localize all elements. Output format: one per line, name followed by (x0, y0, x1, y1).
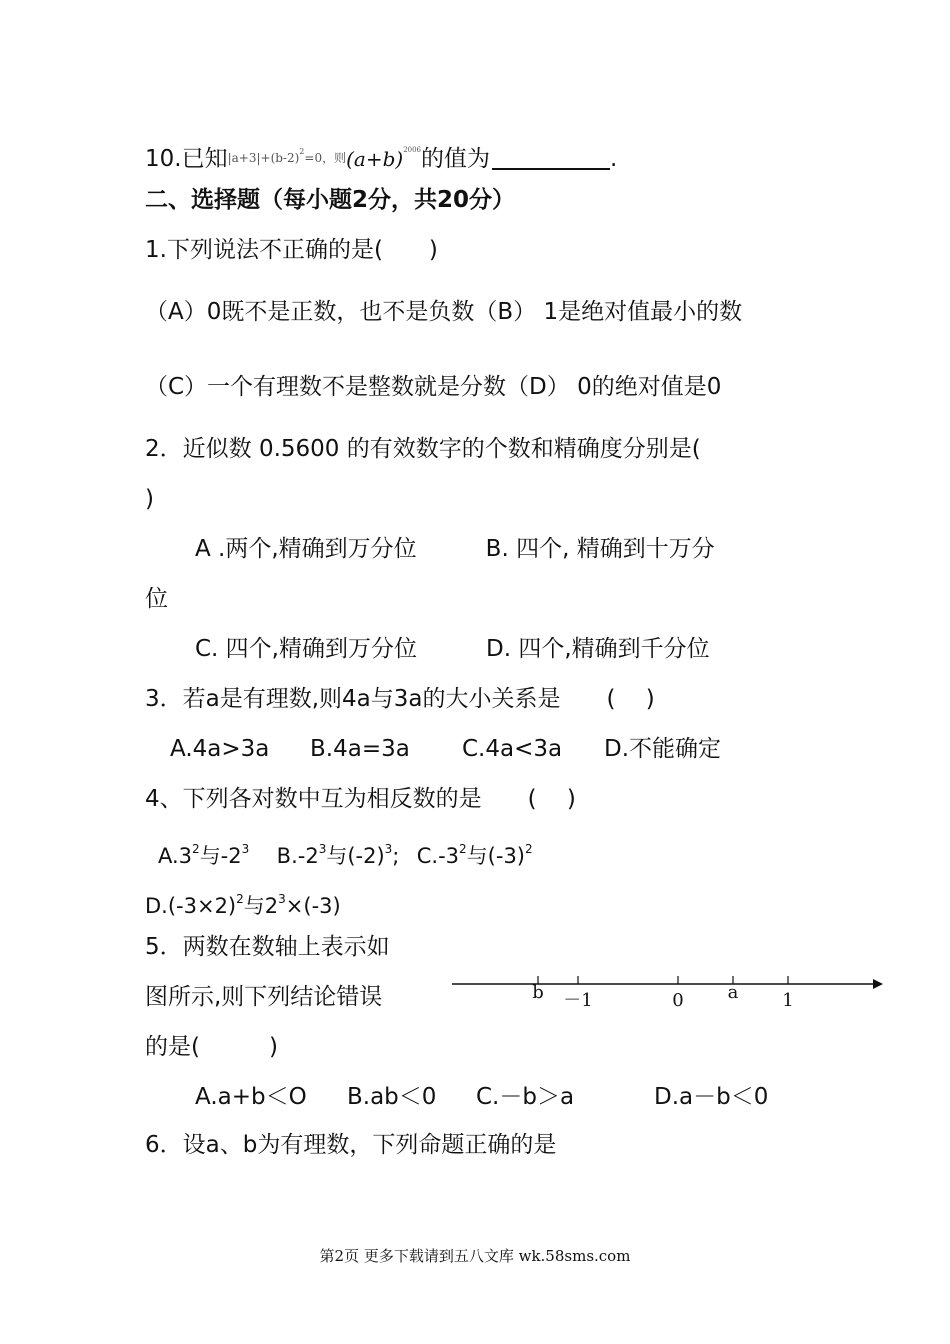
page-footer: 第2页 更多下载请到五八文库 wk.58sms.com (319, 1247, 631, 1265)
q6-stem: 6．设a、b为有理数，下列命题正确的是 (145, 1132, 557, 1158)
q5-option-c: C.－b＞a (476, 1084, 575, 1110)
q1-stem: 1.下列说法不正确的是( ) (145, 237, 438, 263)
q3-option-a: A.4a>3a (170, 736, 270, 762)
q1-options-ab: （A）0既不是正数，也不是负数（B） 1是绝对值最小的数 (145, 299, 743, 325)
q10-base-exp: 2006 (403, 146, 422, 154)
q10-eq-zero: =0，则 (304, 151, 347, 165)
q4-option-d: $D.(-3\times 2)^2$与$2^3\times(-3)$ (145, 892, 341, 918)
q5-stem-line2: 图所示,则下列结论错误 (145, 984, 383, 1010)
number-line-arrow (873, 979, 883, 989)
q10-line (145, 135, 617, 174)
q5-option-b: B.ab＜0 (347, 1084, 437, 1110)
section2-title: 二、选择题（每小题2分，共20分） (145, 187, 516, 213)
q5-stem-line1: 5．两数在数轴上表示如 (145, 934, 390, 960)
q4-option-b: $B.-2^3$与$(-2)^3$; (276, 842, 400, 868)
number-line-label: －1 (563, 990, 593, 1011)
q5-option-a: A.a+b＜O (195, 1084, 307, 1110)
q4-option-c: $C.-3^2$与$(-3)^2$ (416, 842, 533, 868)
q5-number-line (448, 968, 888, 1018)
q2-stem-line1: 2．近似数 0.5600 的有效数字的个数和精确度分别是( (145, 436, 701, 462)
q10-base-expr: (a+b) (346, 147, 404, 171)
q4-option-a: $A.3^2$与$-2^3$ (158, 842, 250, 868)
q3-option-d: D.不能确定 (604, 736, 722, 762)
q2-options-ab-line2: 位 (145, 586, 168, 612)
q10-abs-expr: |a+3|+(b-2) (227, 151, 300, 165)
q10-suffix: 的值为 (421, 146, 491, 172)
q1-options-cd: （C）一个有理数不是整数就是分数（D） 0的绝对值是0 (145, 374, 722, 400)
q4-options-abc (158, 834, 533, 871)
q2-options-cd: C. 四个,精确到万分位 D. 四个,精确到千分位 (195, 636, 710, 662)
q3-option-b: B.4a=3a (310, 736, 410, 762)
q10-end: . (610, 146, 618, 172)
q4-stem: 4、下列各对数中互为相反数的是 ( ) (145, 786, 576, 812)
q3-stem: 3．若a是有理数,则4a与3a的大小关系是 ( ) (145, 686, 655, 712)
number-line-label: 1 (782, 990, 794, 1011)
q10-abs-exp: 2 (299, 147, 305, 156)
q5-stem-line3: 的是( ) (145, 1034, 278, 1060)
q3-option-c: C.4a<3a (462, 736, 563, 762)
number-line-label: b (532, 982, 544, 1003)
q2-options-ab-line1: A .两个,精确到万分位 B. 四个, 精确到十万分 (195, 536, 715, 562)
q5-option-d: D.a－b＜0 (654, 1084, 769, 1110)
number-line-label: a (727, 982, 739, 1003)
q10-answer-blank (492, 146, 610, 170)
number-line-label: 0 (672, 990, 684, 1011)
q10-prefix: 10.已知 (145, 146, 228, 172)
q2-stem-line2: ) (145, 486, 154, 512)
